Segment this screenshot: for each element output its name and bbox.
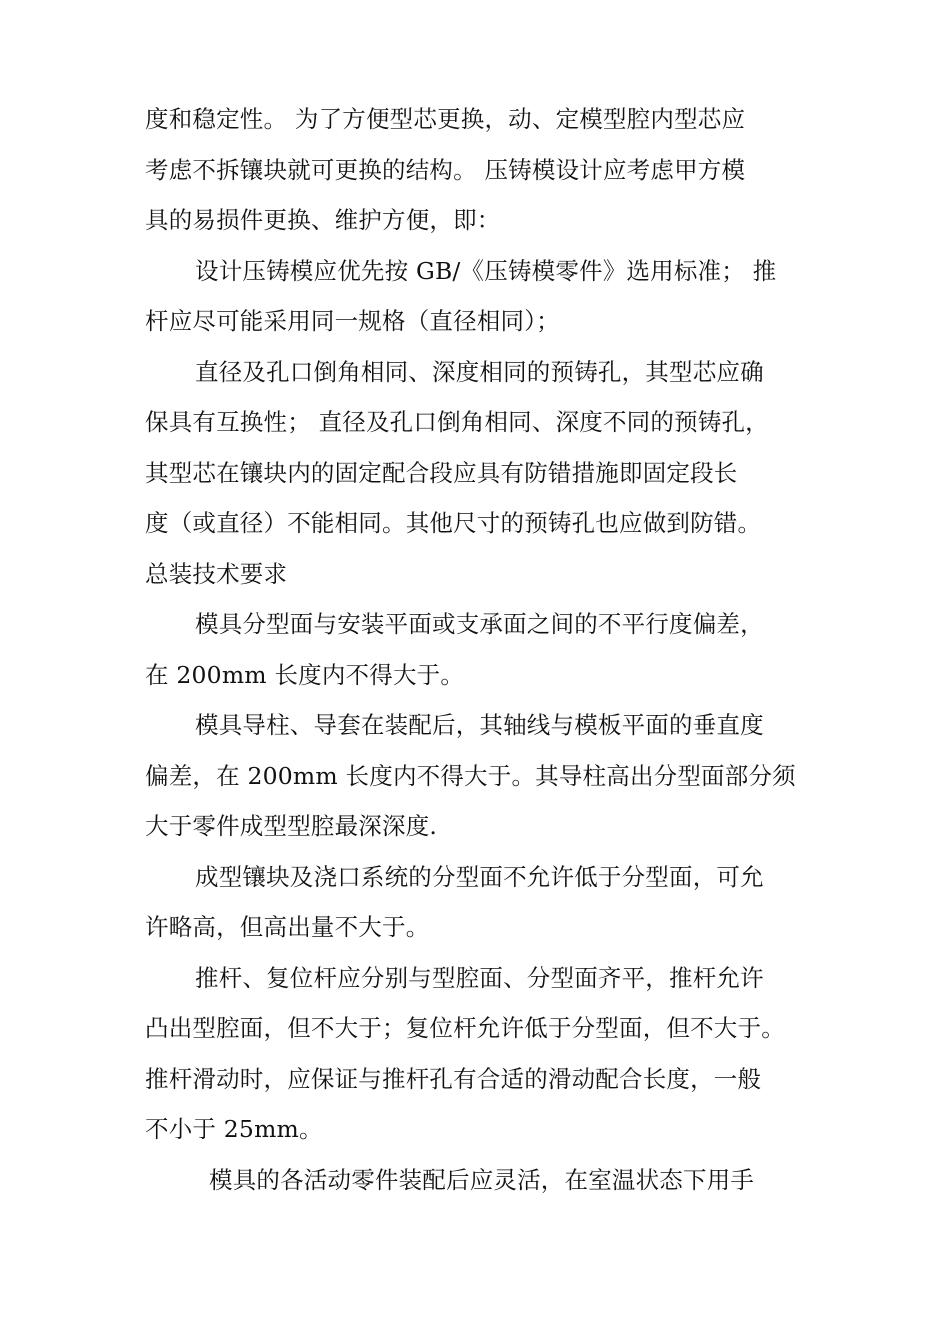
text-line: 大于零件成型型腔最深深度. — [145, 812, 438, 840]
paragraph-8 — [145, 953, 807, 1155]
text-line: 成型镶块及浇口系统的分型面不允许低于分型面，可允 — [195, 862, 764, 891]
heading-text: 总装技术要求 — [145, 559, 288, 588]
text-line: 杆应尽可能采用同一规格（直径相同）； — [145, 307, 560, 335]
paragraph-5 — [145, 599, 807, 700]
text-line: 模具分型面与安装平面或支承面之间的不平行度偏差， — [195, 610, 764, 638]
paragraph-2 — [145, 246, 807, 347]
paragraph-9 — [145, 1155, 807, 1206]
text-line: 设计压铸模应优先按 GB/《压铸模零件》选用标准； 推 — [195, 256, 777, 285]
text-line: 推杆、复位杆应分别与型腔面、分型面齐平，推杆允许 — [195, 963, 764, 992]
text-line: 偏差，在 200mm 长度内不得大于。其导柱高出分型面部分须 — [145, 761, 796, 790]
text-line: 度（或直径）不能相同。其他尺寸的预铸孔也应做到防错。 — [145, 509, 762, 537]
paragraph-3 — [145, 347, 807, 549]
text-line: 具的易损件更换、维护方便，即： — [145, 206, 501, 234]
text-line: 考虑不拆镶块就可更换的结构。 压铸模设计应考虑甲方模 — [145, 155, 746, 184]
text-line: 直径及孔口倒角相同、深度相同的预铸孔，其型芯应确 — [195, 357, 764, 386]
text-line: 推杆滑动时，应保证与推杆孔有合适的滑动配合长度，一般 — [145, 1064, 762, 1093]
text-line: 模具的各活动零件装配后应灵活，在室温状态下用手 — [209, 1165, 755, 1194]
document-body — [145, 94, 807, 1205]
text-line: 凸出型腔面，但不大于；复位杆允许低于分型面，但不大于。 — [145, 1014, 785, 1042]
text-line: 其型芯在镶块内的固定配合段应具有防错措施即固定段长 — [145, 458, 738, 487]
text-line: 保具有互换性； 直径及孔口倒角相同、深度不同的预铸孔， — [145, 408, 769, 436]
text-line: 许略高，但高出量不大于。 — [145, 913, 430, 941]
paragraph-6 — [145, 700, 807, 852]
text-line: 模具导柱、导套在装配后，其轴线与模板平面的垂直度 — [195, 711, 764, 739]
text-line: 在 200mm 长度内不得大于。 — [145, 660, 465, 689]
section-heading — [145, 549, 807, 600]
text-line: 度和稳定性。 为了方便型芯更换，动、定模型腔内型芯应 — [145, 105, 746, 133]
text-line: 不小于 25mm。 — [145, 1115, 323, 1143]
paragraph-7 — [145, 852, 807, 953]
paragraph-1 — [145, 94, 807, 246]
